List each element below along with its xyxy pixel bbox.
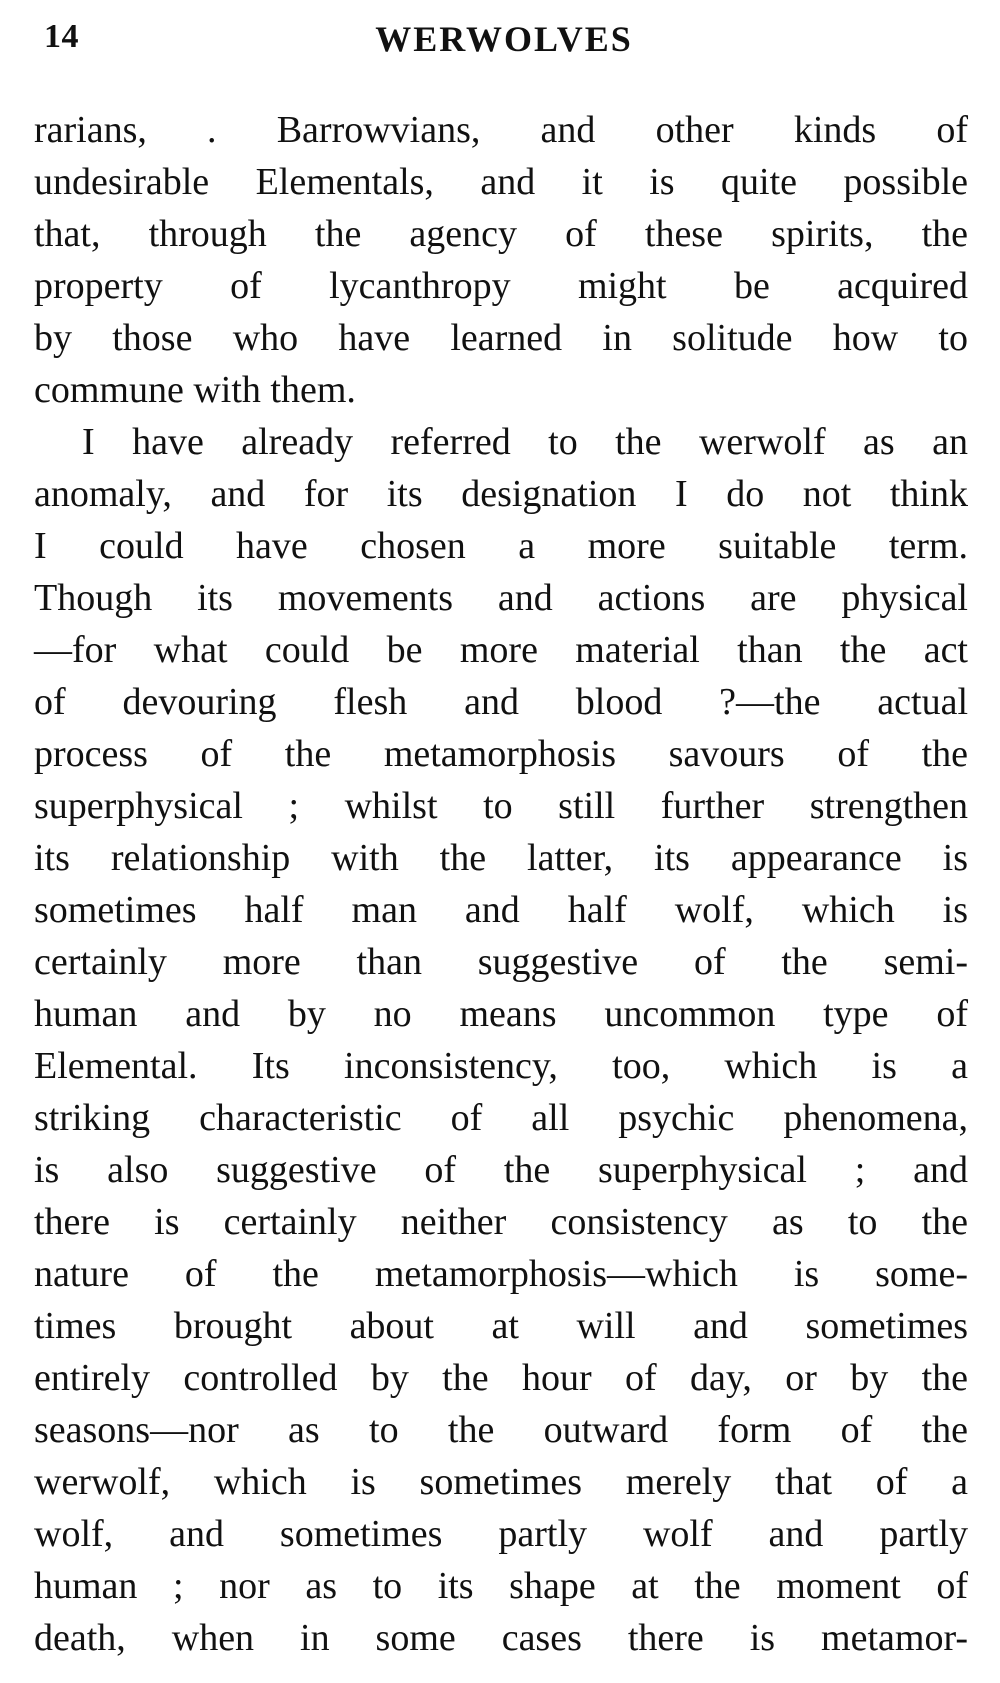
text-line: Elemental. Its inconsistency, too, which is a bbox=[34, 1045, 968, 1087]
text-line: sometimes half man and half wolf, which is bbox=[34, 889, 968, 931]
text-line: human ; nor as to its shape at the moment of bbox=[34, 1565, 968, 1607]
text-line: human and by no means uncommon type of bbox=[34, 993, 968, 1035]
text-line: —for what could be more material than the act bbox=[34, 629, 968, 671]
text-line: seasons—nor as to the outward form of the bbox=[34, 1409, 968, 1451]
text-line: I have already referred to the werwolf as an bbox=[82, 421, 968, 463]
text-line: undesirable Elementals, and it is quite possible bbox=[34, 161, 968, 203]
text-line: by those who have learned in solitude how to bbox=[34, 317, 968, 359]
text-line: certainly more than suggestive of the semi- bbox=[34, 941, 968, 983]
text-line: wolf, and sometimes partly wolf and partly bbox=[34, 1513, 968, 1555]
text-line: of devouring flesh and blood ?—the actual bbox=[34, 681, 968, 723]
text-line: werwolf, which is sometimes merely that of a bbox=[34, 1461, 968, 1503]
text-line: striking characteristic of all psychic phenomena, bbox=[34, 1097, 968, 1139]
text-line: anomaly, and for its designation I do not think bbox=[34, 473, 968, 515]
text-line: entirely controlled by the hour of day, or by the bbox=[34, 1357, 968, 1399]
text-line: property of lycanthropy might be acquired bbox=[34, 265, 968, 307]
body-text bbox=[34, 104, 968, 1664]
text-line: Though its movements and actions are physical bbox=[34, 577, 968, 619]
text-line: death, when in some cases there is metamor- bbox=[34, 1617, 968, 1659]
text-line: its relationship with the latter, its appearance is bbox=[34, 837, 968, 879]
page-header bbox=[44, 18, 964, 74]
page-number: 14 bbox=[44, 18, 79, 55]
text-line: times brought about at will and sometimes bbox=[34, 1305, 968, 1347]
text-line: there is certainly neither consistency as to the bbox=[34, 1201, 968, 1243]
text-line: nature of the metamorphosis—which is some- bbox=[34, 1253, 968, 1295]
running-title: WERWOLVES bbox=[375, 19, 633, 59]
text-line: I could have chosen a more suitable term. bbox=[34, 525, 968, 567]
text-line: that, through the agency of these spirits, the bbox=[34, 213, 968, 255]
text-line: rarians, . Barrowvians, and other kinds of bbox=[34, 109, 968, 151]
text-line: commune with them. bbox=[34, 369, 356, 411]
text-line: is also suggestive of the superphysical ; and bbox=[34, 1149, 968, 1191]
text-line: process of the metamorphosis savours of the bbox=[34, 733, 968, 775]
text-line: superphysical ; whilst to still further strengthen bbox=[34, 785, 968, 827]
